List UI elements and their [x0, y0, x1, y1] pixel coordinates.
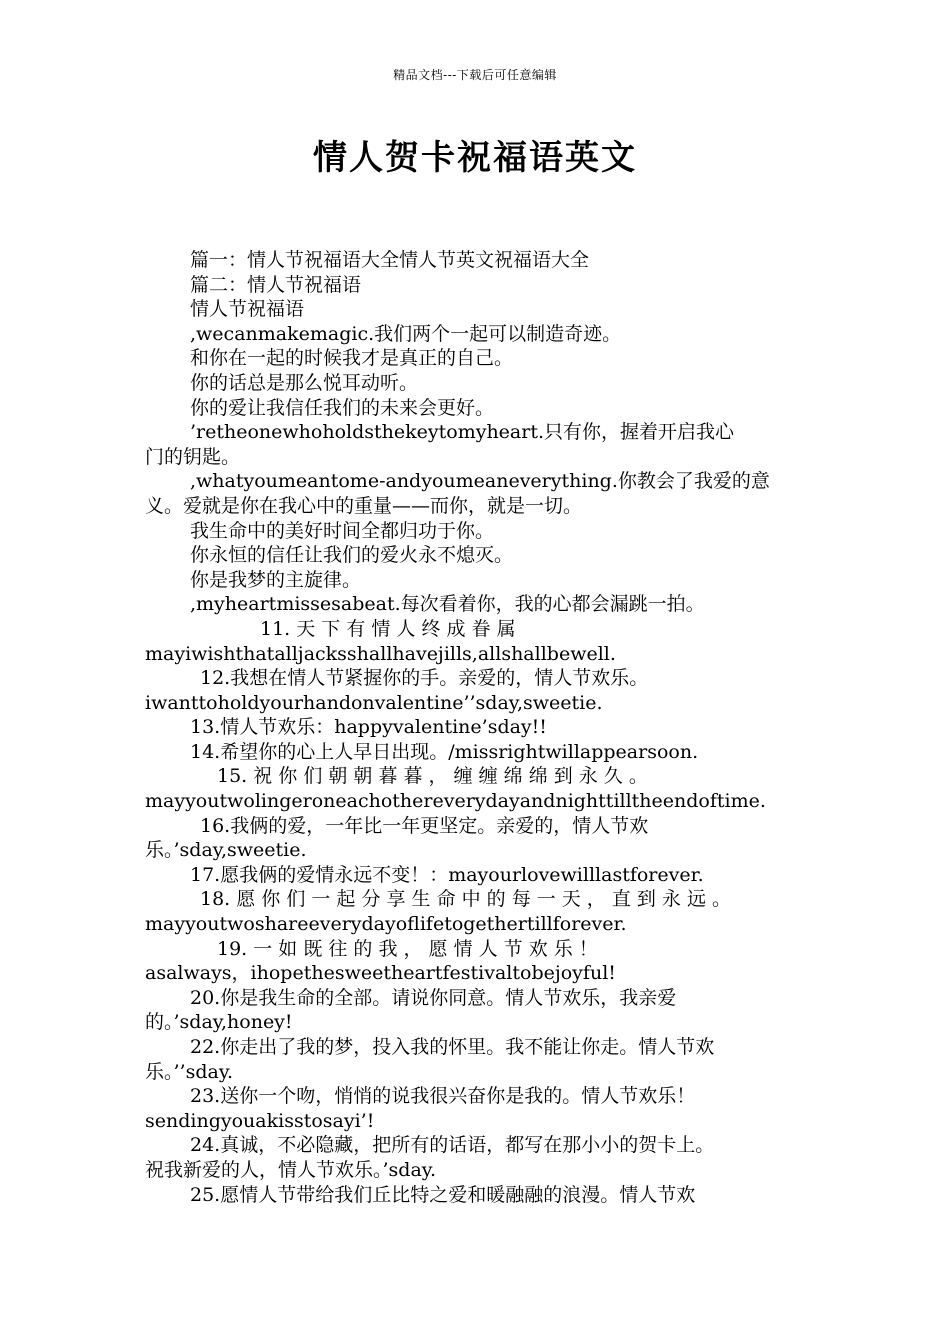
text-line: 17.愿我俩的爱情永远不变！：mayourlovewilllastforever.	[190, 863, 704, 886]
page-header: 精品文档---下载后可任意编辑	[393, 68, 557, 82]
text-line: 篇一：情人节祝福语大全情人节英文祝福语大全	[190, 249, 590, 271]
text-line: iwanttoholdyourhandonvalentine’’sday,sweetie.	[145, 691, 603, 714]
text-line: 24.真诚，不必隐藏，把所有的话语，都写在那小小的贺卡上。	[190, 1134, 715, 1157]
text-line: 20.你是我生命的全部。请说你同意。情人节欢乐，我亲爱	[190, 986, 677, 1009]
text-line: sendingyouakisstosayi’!	[145, 1109, 375, 1132]
document-title: 情人贺卡祝福语英文	[313, 138, 637, 178]
text-line: 乐。’’sday.	[145, 1060, 234, 1083]
text-line: asalways，ihopethesweetheartfestivaltobejoyful!	[145, 962, 616, 985]
text-line: mayiwishthatalljacksshallhavejills,allshallbewell.	[145, 642, 616, 665]
text-line: 19. 一 如 既 往 的 我 ， 愿 情 人 节 欢 乐 ！	[217, 937, 598, 960]
text-line: 12.我想在情人节紧握你的手。亲爱的，情人节欢乐。	[200, 667, 649, 690]
text-line: 你的爱让我信任我们的未来会更好。	[190, 396, 495, 419]
text-line: 11. 天 下 有 情 人 终 成 眷 属	[260, 617, 516, 640]
text-line: 你永恒的信任让我们的爱火永不熄灭。	[190, 544, 514, 567]
text-line: 篇二：情人节祝福语	[190, 273, 362, 296]
text-line: ,myheartmissesabeat.每次看着你，我的心都会漏跳一拍。	[190, 593, 705, 616]
text-line: ’retheonewhoholdsthekeytomyheart.只有你，握着开启我心	[190, 421, 735, 444]
text-line: 14.希望你的心上人早日出现。/missrightwillappearsoon.	[190, 740, 699, 763]
text-line: 25.愿情人节带给我们丘比特之爱和暖融融的浪漫。情人节欢	[190, 1183, 696, 1206]
text-line: 的。’sday,honey!	[145, 1011, 293, 1034]
text-line: 我生命中的美好时间全都归功于你。	[190, 519, 495, 542]
text-line: ,wecanmakemagic.我们两个一起可以制造奇迹。	[190, 322, 622, 345]
text-line: ,whatyoumeantome-andyoumeaneverything.你教会了我爱的意	[190, 470, 770, 493]
text-line: 和你在一起的时候我才是真正的自己。	[190, 347, 514, 370]
text-line: mayyoutwolingeroneachothereverydayandnighttilltheendoftime.	[145, 790, 766, 813]
text-line: 门的钥匙。	[145, 445, 241, 468]
text-line: 义。爱就是你在我心中的重量——而你，就是一切。	[145, 494, 583, 517]
text-line: 13.情人节欢乐：happyvalentine’sday!!	[190, 716, 547, 739]
text-line: 乐。’sday,sweetie.	[145, 839, 307, 862]
text-line: 22.你走出了我的梦，投入我的怀里。我不能让你走。情人节欢	[190, 1036, 715, 1058]
text-line: 16.我俩的爱，一年比一年更坚定。亲爱的，情人节欢	[200, 814, 649, 837]
document-body	[145, 248, 807, 1207]
text-line: 15. 祝 你 们 朝 朝 暮 暮 ， 缠 缠 绵 绵 到 永 久 。	[217, 765, 648, 788]
text-line: 情人节祝福语	[190, 298, 305, 321]
text-line: 23.送你一个吻，悄悄的说我很兴奋你是我的。情人节欢乐！	[190, 1085, 696, 1108]
text-line: 你的话总是那么悦耳动听。	[190, 371, 419, 394]
text-line: 祝我新爱的人，情人节欢乐。’sday.	[145, 1158, 437, 1181]
text-line: 18. 愿 你 们 一 起 分 享 生 命 中 的 每 一 天 ， 直 到 永 远 。	[200, 888, 732, 911]
text-line: 你是我梦的主旋律。	[190, 568, 362, 591]
text-line: mayyoutwoshareeverydayoflifetogethertillforever.	[145, 913, 627, 936]
